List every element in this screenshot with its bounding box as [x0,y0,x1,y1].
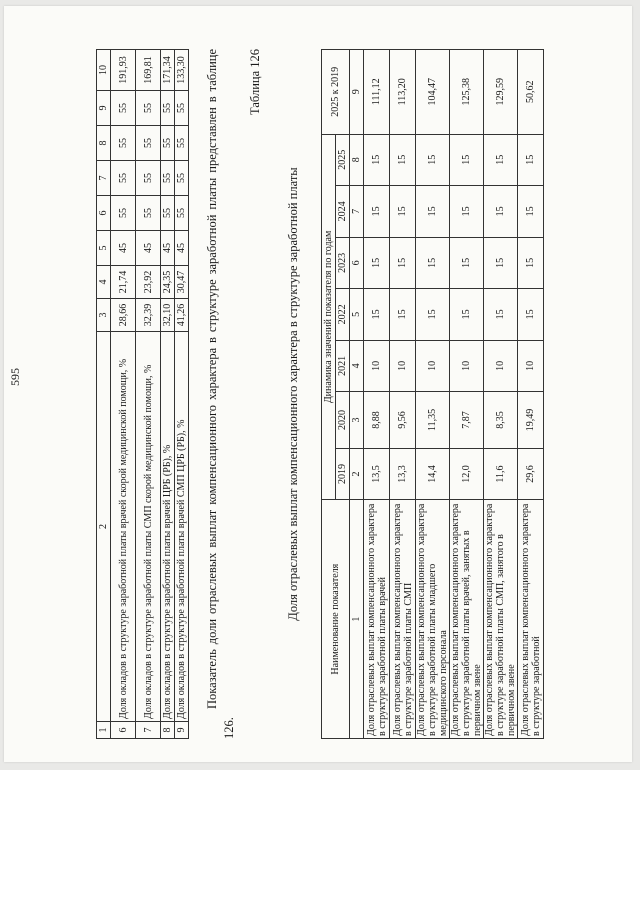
table-row [161,50,175,739]
cell: 13,3 [390,448,416,500]
col-number: 8 [350,134,364,186]
cell: 11,6 [484,448,518,500]
table-row [518,50,544,739]
cell: 15 [518,237,544,289]
cell: 15 [450,289,484,341]
cell: 12,0 [450,448,484,500]
col-number: 1 [350,500,364,739]
cell: 45 [136,231,161,266]
table-numbering-row [350,50,364,739]
cell: 45 [111,231,136,266]
cell: 9,56 [390,392,416,449]
cell: 15 [390,289,416,341]
cell: 55 [175,91,189,126]
cell: 32,10 [161,299,175,332]
page-number: 595 [8,368,22,386]
cell: 55 [111,196,136,231]
cell: 104,47 [416,50,450,135]
cell: 15 [484,186,518,238]
cell: 23,92 [136,266,161,299]
table-row [364,50,390,739]
cell: 15 [450,186,484,238]
header-year: 2019 [336,448,350,500]
header-dynamics: Динамика значений показателя по годам [322,134,336,500]
cell: 55 [136,91,161,126]
table-main [321,49,544,739]
cell: 10 [416,340,450,392]
cell: 15 [484,289,518,341]
cell: 24,35 [161,266,175,299]
cell: 15 [390,134,416,186]
table-row [450,50,484,739]
cell: 55 [161,161,175,196]
row-label: Доля окладов в структуре заработной платы врачей СМП ЦРБ (РБ), % [175,332,189,722]
col-number: 5 [350,289,364,341]
cell: 15 [364,289,390,341]
table-header-row [97,50,111,739]
col-number: 7 [350,186,364,238]
cell: 55 [111,161,136,196]
row-number: 6 [111,722,136,739]
header-year: 2025 [336,134,350,186]
col-number: 2 [350,448,364,500]
cell: 11,35 [416,392,450,449]
cell: 45 [175,231,189,266]
cell: 15 [450,237,484,289]
row-label: Доля отраслевых выплат компенсационного характера в структуре заработной платы СМП [390,500,416,739]
header-year: 2023 [336,237,350,289]
cell: 10 [450,340,484,392]
table-header-row [322,50,336,739]
row-label: Доля отраслевых выплат компенсационного характера в структуре заработной платы младшего медицинского персонала [416,500,450,739]
document-page [4,6,632,762]
cell: 10 [518,340,544,392]
row-number: 9 [175,722,189,739]
cell: 15 [416,186,450,238]
table-row [484,50,518,739]
cell: 55 [136,196,161,231]
cell: 21,74 [111,266,136,299]
header-2025-vs-2019: 2025 к 2019 [322,50,350,135]
table-row [390,50,416,739]
table-row [175,50,189,739]
cell: 15 [364,237,390,289]
cell: 32,39 [136,299,161,332]
cell: 113,20 [390,50,416,135]
cell: 15 [450,134,484,186]
cell: 45 [161,231,175,266]
cell: 55 [136,126,161,161]
row-label: Доля окладов в структуре заработной платы врачей скорой медицинской помощи, % [111,332,136,722]
row-label: Доля окладов в структуре заработной платы врачей ЦРБ (РБ), % [161,332,175,722]
cell: 55 [175,196,189,231]
table-row [416,50,450,739]
col-number: 6 [350,237,364,289]
header-year: 2024 [336,186,350,238]
cell: 15 [518,289,544,341]
cell: 29,6 [518,448,544,500]
table-row [111,50,136,739]
header-cell: 2 [97,332,111,722]
cell: 10 [390,340,416,392]
header-cell: 7 [97,161,111,196]
row-label: Доля отраслевых выплат компенсационного характера в структуре заработной платы врачей [364,500,390,739]
cell: 55 [175,126,189,161]
rotated-content [8,31,636,739]
cell: 15 [518,186,544,238]
header-cell: 3 [97,299,111,332]
header-cell: 1 [97,722,111,739]
cell: 55 [161,91,175,126]
header-year: 2022 [336,289,350,341]
cell: 10 [484,340,518,392]
cell: 15 [364,186,390,238]
cell: 55 [175,161,189,196]
cell: 129,59 [484,50,518,135]
cell: 133,30 [175,50,189,91]
cell: 15 [518,134,544,186]
header-name: Наименование показателя [322,500,350,739]
row-label: Доля отраслевых выплат компенсационного характера в структуре заработной платы СМП, занятого в первичном звене [484,500,518,739]
row-number: 7 [136,722,161,739]
header-cell: 4 [97,266,111,299]
col-number: 3 [350,392,364,449]
cell: 55 [111,91,136,126]
row-label: Доля окладов в структуре заработной платы СМП скорой медицинской помощи, % [136,332,161,722]
header-cell: 9 [97,91,111,126]
col-number: 9 [350,50,364,135]
header-year: 2020 [336,392,350,449]
cell: 171,34 [161,50,175,91]
cell: 15 [416,289,450,341]
col-number: 4 [350,340,364,392]
cell: 8,35 [484,392,518,449]
table-caption: Доля отраслевых выплат компенсационного характера в структуре заработной платы [286,167,300,621]
table-label: Таблица 126 [248,49,262,115]
cell: 13,5 [364,448,390,500]
cell: 55 [111,126,136,161]
cell: 15 [484,237,518,289]
cell: 10 [364,340,390,392]
cell: 30,47 [175,266,189,299]
cell: 15 [390,237,416,289]
cell: 15 [416,237,450,289]
cell: 14,4 [416,448,450,500]
header-cell: 10 [97,50,111,91]
row-number: 8 [161,722,175,739]
cell: 55 [161,126,175,161]
cell: 28,66 [111,299,136,332]
cell: 169,81 [136,50,161,91]
cell: 125,38 [450,50,484,135]
cell: 55 [136,161,161,196]
cell: 55 [161,196,175,231]
table-top [96,49,189,739]
cell: 19,49 [518,392,544,449]
cell: 15 [416,134,450,186]
header-cell: 8 [97,126,111,161]
header-cell: 5 [97,231,111,266]
header-cell: 6 [97,196,111,231]
cell: 15 [484,134,518,186]
row-label: Доля отраслевых выплат компенсационного характера в структуре заработной [518,500,544,739]
cell: 111,12 [364,50,390,135]
body-paragraph: Показатель доли отраслевых выплат компенсационного характера в структуре заработной платы представлен в таблице 126. [205,49,236,739]
table-row [136,50,161,739]
cell: 191,93 [111,50,136,91]
cell: 15 [364,134,390,186]
cell: 41,26 [175,299,189,332]
header-year: 2021 [336,340,350,392]
cell: 8,88 [364,392,390,449]
row-label: Доля отраслевых выплат компенсационного характера в структуре заработной платы врачей, занятых в первичном звене [450,500,484,739]
cell: 7,87 [450,392,484,449]
cell: 50,62 [518,50,544,135]
cell: 15 [390,186,416,238]
